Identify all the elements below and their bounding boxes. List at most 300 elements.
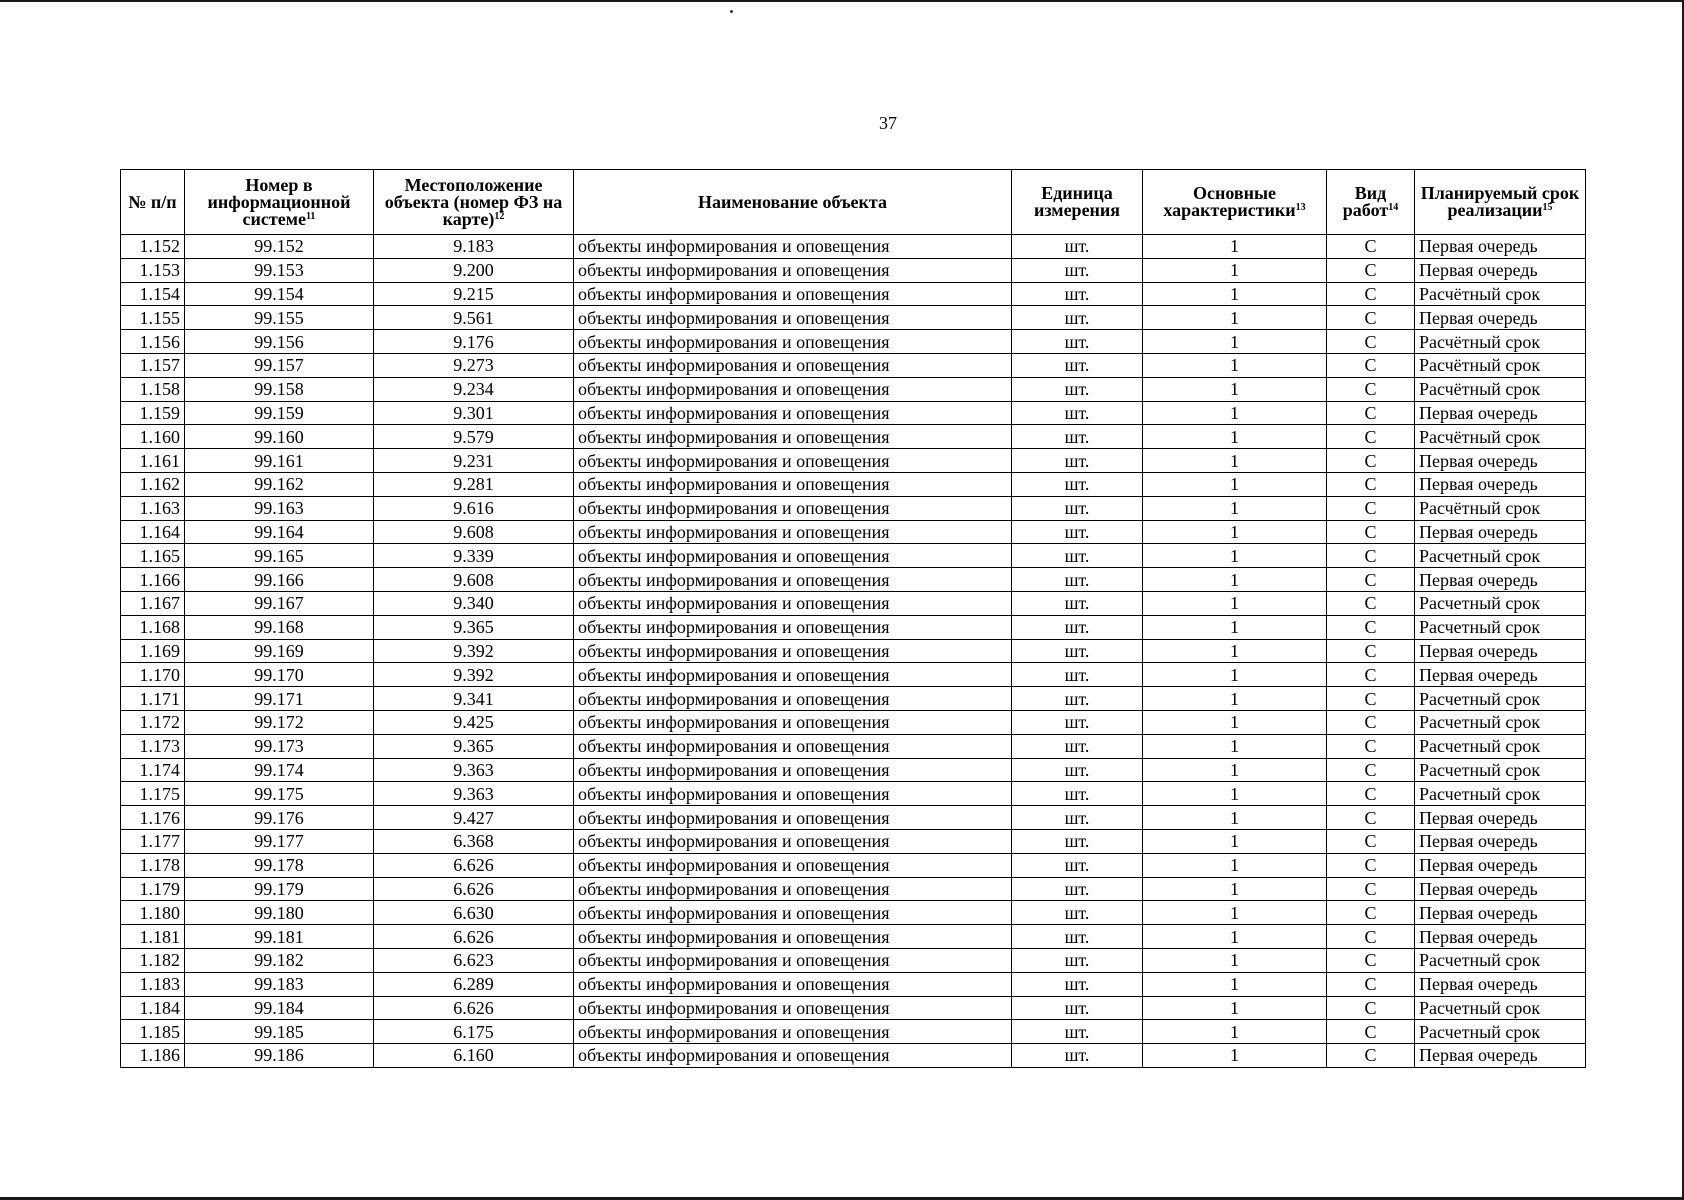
cell-work-type: С	[1327, 687, 1415, 711]
cell-planned-term: Расчетный срок	[1415, 734, 1586, 758]
cell-object-name: объекты информирования и оповещения	[574, 829, 1012, 853]
cell-location: 9.365	[374, 615, 574, 639]
cell-num: 1.181	[121, 925, 185, 949]
cell-planned-term: Первая очередь	[1415, 853, 1586, 877]
cell-work-type: С	[1327, 948, 1415, 972]
cell-info-system-number: 99.184	[185, 996, 374, 1020]
cell-planned-term: Первая очередь	[1415, 306, 1586, 330]
cell-characteristics: 1	[1143, 829, 1327, 853]
cell-planned-term: Расчётный срок	[1415, 425, 1586, 449]
cell-location: 9.339	[374, 544, 574, 568]
cell-info-system-number: 99.186	[185, 1044, 374, 1068]
cell-characteristics: 1	[1143, 425, 1327, 449]
cell-info-system-number: 99.166	[185, 568, 374, 592]
table-row	[121, 258, 1586, 282]
cell-object-name: объекты информирования и оповещения	[574, 782, 1012, 806]
table-row	[121, 1020, 1586, 1044]
cell-characteristics: 1	[1143, 258, 1327, 282]
cell-object-name: объекты информирования и оповещения	[574, 306, 1012, 330]
cell-object-name: объекты информирования и оповещения	[574, 425, 1012, 449]
cell-planned-term: Первая очередь	[1415, 877, 1586, 901]
cell-planned-term: Расчётный срок	[1415, 377, 1586, 401]
cell-num: 1.173	[121, 734, 185, 758]
cell-object-name: объекты информирования и оповещения	[574, 758, 1012, 782]
table-row	[121, 544, 1586, 568]
cell-planned-term: Расчётный срок	[1415, 330, 1586, 354]
cell-planned-term: Первая очередь	[1415, 829, 1586, 853]
cell-location: 9.200	[374, 258, 574, 282]
cell-num: 1.178	[121, 853, 185, 877]
cell-unit: шт.	[1012, 591, 1143, 615]
cell-num: 1.180	[121, 901, 185, 925]
cell-location: 9.392	[374, 663, 574, 687]
cell-info-system-number: 99.157	[185, 353, 374, 377]
table-row	[121, 615, 1586, 639]
cell-object-name: объекты информирования и оповещения	[574, 687, 1012, 711]
cell-num: 1.175	[121, 782, 185, 806]
cell-info-system-number: 99.178	[185, 853, 374, 877]
cell-location: 6.289	[374, 972, 574, 996]
cell-object-name: объекты информирования и оповещения	[574, 353, 1012, 377]
cell-num: 1.168	[121, 615, 185, 639]
cell-unit: шт.	[1012, 948, 1143, 972]
cell-characteristics: 1	[1143, 663, 1327, 687]
cell-work-type: С	[1327, 806, 1415, 830]
cell-object-name: объекты информирования и оповещения	[574, 901, 1012, 925]
cell-num: 1.172	[121, 710, 185, 734]
cell-characteristics: 1	[1143, 972, 1327, 996]
cell-characteristics: 1	[1143, 615, 1327, 639]
cell-planned-term: Первая очередь	[1415, 401, 1586, 425]
objects-table	[120, 169, 1586, 1068]
cell-num: 1.166	[121, 568, 185, 592]
cell-info-system-number: 99.156	[185, 330, 374, 354]
cell-unit: шт.	[1012, 544, 1143, 568]
cell-object-name: объекты информирования и оповещения	[574, 496, 1012, 520]
table-row	[121, 591, 1586, 615]
cell-num: 1.153	[121, 258, 185, 282]
cell-location: 9.616	[374, 496, 574, 520]
cell-info-system-number: 99.152	[185, 235, 374, 259]
cell-unit: шт.	[1012, 282, 1143, 306]
cell-work-type: С	[1327, 996, 1415, 1020]
table-row	[121, 639, 1586, 663]
table-row	[121, 235, 1586, 259]
scan-edge-top	[0, 0, 1684, 2]
cell-info-system-number: 99.154	[185, 282, 374, 306]
cell-num: 1.170	[121, 663, 185, 687]
table-row	[121, 282, 1586, 306]
header-object-name: Наименование объекта	[574, 170, 1012, 235]
cell-planned-term: Первая очередь	[1415, 663, 1586, 687]
cell-work-type: С	[1327, 853, 1415, 877]
cell-work-type: С	[1327, 401, 1415, 425]
cell-info-system-number: 99.173	[185, 734, 374, 758]
cell-num: 1.156	[121, 330, 185, 354]
cell-unit: шт.	[1012, 877, 1143, 901]
cell-info-system-number: 99.164	[185, 520, 374, 544]
cell-planned-term: Расчетный срок	[1415, 1020, 1586, 1044]
cell-location: 9.231	[374, 449, 574, 473]
cell-location: 6.160	[374, 1044, 574, 1068]
cell-planned-term: Расчетный срок	[1415, 687, 1586, 711]
cell-info-system-number: 99.165	[185, 544, 374, 568]
cell-unit: шт.	[1012, 520, 1143, 544]
cell-info-system-number: 99.185	[185, 1020, 374, 1044]
cell-num: 1.177	[121, 829, 185, 853]
cell-info-system-number: 99.168	[185, 615, 374, 639]
cell-location: 9.579	[374, 425, 574, 449]
cell-object-name: объекты информирования и оповещения	[574, 877, 1012, 901]
table-row	[121, 806, 1586, 830]
cell-work-type: С	[1327, 377, 1415, 401]
cell-planned-term: Первая очередь	[1415, 901, 1586, 925]
cell-work-type: С	[1327, 568, 1415, 592]
cell-location: 9.608	[374, 568, 574, 592]
table-row	[121, 829, 1586, 853]
cell-num: 1.165	[121, 544, 185, 568]
cell-characteristics: 1	[1143, 1020, 1327, 1044]
cell-location: 9.215	[374, 282, 574, 306]
cell-characteristics: 1	[1143, 544, 1327, 568]
cell-location: 6.368	[374, 829, 574, 853]
table-row	[121, 734, 1586, 758]
cell-characteristics: 1	[1143, 520, 1327, 544]
table-row	[121, 901, 1586, 925]
cell-num: 1.157	[121, 353, 185, 377]
cell-characteristics: 1	[1143, 330, 1327, 354]
cell-unit: шт.	[1012, 401, 1143, 425]
cell-location: 9.341	[374, 687, 574, 711]
cell-location: 9.176	[374, 330, 574, 354]
table-row	[121, 710, 1586, 734]
cell-num: 1.161	[121, 449, 185, 473]
cell-unit: шт.	[1012, 306, 1143, 330]
cell-characteristics: 1	[1143, 306, 1327, 330]
table-row	[121, 520, 1586, 544]
cell-info-system-number: 99.177	[185, 829, 374, 853]
table-row	[121, 401, 1586, 425]
cell-unit: шт.	[1012, 901, 1143, 925]
cell-planned-term: Первая очередь	[1415, 235, 1586, 259]
cell-planned-term: Расчетный срок	[1415, 591, 1586, 615]
cell-unit: шт.	[1012, 782, 1143, 806]
cell-characteristics: 1	[1143, 782, 1327, 806]
cell-unit: шт.	[1012, 687, 1143, 711]
header-work-type: Вид работ$^{14}$	[1327, 170, 1415, 235]
cell-num: 1.186	[121, 1044, 185, 1068]
cell-info-system-number: 99.175	[185, 782, 374, 806]
cell-location: 9.363	[374, 758, 574, 782]
cell-object-name: объекты информирования и оповещения	[574, 544, 1012, 568]
cell-object-name: объекты информирования и оповещения	[574, 591, 1012, 615]
cell-object-name: объекты информирования и оповещения	[574, 948, 1012, 972]
cell-info-system-number: 99.183	[185, 972, 374, 996]
cell-info-system-number: 99.172	[185, 710, 374, 734]
cell-num: 1.159	[121, 401, 185, 425]
cell-unit: шт.	[1012, 829, 1143, 853]
cell-work-type: С	[1327, 1044, 1415, 1068]
cell-characteristics: 1	[1143, 639, 1327, 663]
table-row	[121, 996, 1586, 1020]
cell-work-type: С	[1327, 1020, 1415, 1044]
cell-planned-term: Расчетный срок	[1415, 782, 1586, 806]
cell-work-type: С	[1327, 710, 1415, 734]
table-row	[121, 782, 1586, 806]
cell-location: 9.301	[374, 401, 574, 425]
cell-location: 6.175	[374, 1020, 574, 1044]
cell-location: 9.363	[374, 782, 574, 806]
cell-object-name: объекты информирования и оповещения	[574, 806, 1012, 830]
table-header-row	[121, 170, 1586, 235]
cell-characteristics: 1	[1143, 591, 1327, 615]
cell-unit: шт.	[1012, 353, 1143, 377]
cell-object-name: объекты информирования и оповещения	[574, 663, 1012, 687]
cell-location: 9.281	[374, 472, 574, 496]
cell-planned-term: Расчетный срок	[1415, 615, 1586, 639]
cell-characteristics: 1	[1143, 996, 1327, 1020]
table-row	[121, 948, 1586, 972]
cell-object-name: объекты информирования и оповещения	[574, 377, 1012, 401]
cell-object-name: объекты информирования и оповещения	[574, 972, 1012, 996]
cell-num: 1.162	[121, 472, 185, 496]
table-body	[121, 235, 1586, 1068]
cell-num: 1.185	[121, 1020, 185, 1044]
cell-object-name: объекты информирования и оповещения	[574, 472, 1012, 496]
cell-unit: шт.	[1012, 449, 1143, 473]
cell-object-name: объекты информирования и оповещения	[574, 258, 1012, 282]
cell-info-system-number: 99.170	[185, 663, 374, 687]
cell-object-name: объекты информирования и оповещения	[574, 235, 1012, 259]
cell-info-system-number: 99.181	[185, 925, 374, 949]
cell-work-type: С	[1327, 258, 1415, 282]
cell-location: 6.626	[374, 853, 574, 877]
cell-unit: шт.	[1012, 806, 1143, 830]
cell-object-name: объекты информирования и оповещения	[574, 449, 1012, 473]
cell-work-type: С	[1327, 901, 1415, 925]
cell-work-type: С	[1327, 282, 1415, 306]
cell-object-name: объекты информирования и оповещения	[574, 639, 1012, 663]
cell-planned-term: Первая очередь	[1415, 520, 1586, 544]
table-row	[121, 1044, 1586, 1068]
cell-planned-term: Первая очередь	[1415, 972, 1586, 996]
cell-characteristics: 1	[1143, 1044, 1327, 1068]
cell-characteristics: 1	[1143, 901, 1327, 925]
cell-info-system-number: 99.180	[185, 901, 374, 925]
header-info-system-number: Номер в информационной системе$^{11}$	[185, 170, 374, 235]
cell-info-system-number: 99.159	[185, 401, 374, 425]
table-row	[121, 663, 1586, 687]
table-row	[121, 377, 1586, 401]
scan-speck	[730, 10, 733, 13]
cell-info-system-number: 99.174	[185, 758, 374, 782]
cell-num: 1.174	[121, 758, 185, 782]
cell-num: 1.163	[121, 496, 185, 520]
cell-characteristics: 1	[1143, 282, 1327, 306]
cell-work-type: С	[1327, 591, 1415, 615]
cell-unit: шт.	[1012, 758, 1143, 782]
cell-work-type: С	[1327, 782, 1415, 806]
cell-info-system-number: 99.160	[185, 425, 374, 449]
cell-work-type: С	[1327, 615, 1415, 639]
table-row	[121, 877, 1586, 901]
cell-location: 6.626	[374, 996, 574, 1020]
cell-num: 1.179	[121, 877, 185, 901]
cell-num: 1.164	[121, 520, 185, 544]
cell-unit: шт.	[1012, 734, 1143, 758]
cell-characteristics: 1	[1143, 472, 1327, 496]
cell-characteristics: 1	[1143, 496, 1327, 520]
table-row	[121, 353, 1586, 377]
cell-planned-term: Расчётный срок	[1415, 353, 1586, 377]
table-row	[121, 425, 1586, 449]
cell-location: 6.630	[374, 901, 574, 925]
cell-location: 6.626	[374, 925, 574, 949]
cell-work-type: С	[1327, 330, 1415, 354]
header-characteristics: Основные характеристики$^{13}$	[1143, 170, 1327, 235]
table-row	[121, 853, 1586, 877]
cell-work-type: С	[1327, 520, 1415, 544]
cell-num: 1.167	[121, 591, 185, 615]
cell-planned-term: Первая очередь	[1415, 568, 1586, 592]
cell-planned-term: Первая очередь	[1415, 258, 1586, 282]
header-num: № п/п	[121, 170, 185, 235]
cell-work-type: С	[1327, 829, 1415, 853]
cell-characteristics: 1	[1143, 925, 1327, 949]
header-unit: Единица измерения	[1012, 170, 1143, 235]
cell-unit: шт.	[1012, 1044, 1143, 1068]
cell-planned-term: Расчетный срок	[1415, 758, 1586, 782]
cell-unit: шт.	[1012, 330, 1143, 354]
cell-info-system-number: 99.167	[185, 591, 374, 615]
cell-characteristics: 1	[1143, 758, 1327, 782]
cell-planned-term: Первая очередь	[1415, 449, 1586, 473]
cell-info-system-number: 99.155	[185, 306, 374, 330]
cell-location: 9.427	[374, 806, 574, 830]
cell-characteristics: 1	[1143, 853, 1327, 877]
cell-planned-term: Первая очередь	[1415, 1044, 1586, 1068]
cell-info-system-number: 99.171	[185, 687, 374, 711]
cell-num: 1.171	[121, 687, 185, 711]
cell-location: 9.365	[374, 734, 574, 758]
cell-planned-term: Первая очередь	[1415, 639, 1586, 663]
table-row	[121, 972, 1586, 996]
cell-characteristics: 1	[1143, 877, 1327, 901]
cell-info-system-number: 99.179	[185, 877, 374, 901]
cell-info-system-number: 99.158	[185, 377, 374, 401]
cell-object-name: объекты информирования и оповещения	[574, 1044, 1012, 1068]
header-location: Местоположение объекта (номер ФЗ на карте)$^{12}$	[374, 170, 574, 235]
cell-location: 9.273	[374, 353, 574, 377]
cell-object-name: объекты информирования и оповещения	[574, 1020, 1012, 1044]
cell-object-name: объекты информирования и оповещения	[574, 734, 1012, 758]
cell-characteristics: 1	[1143, 401, 1327, 425]
cell-object-name: объекты информирования и оповещения	[574, 282, 1012, 306]
cell-work-type: С	[1327, 972, 1415, 996]
cell-planned-term: Первая очередь	[1415, 472, 1586, 496]
table-row	[121, 306, 1586, 330]
cell-num: 1.176	[121, 806, 185, 830]
cell-object-name: объекты информирования и оповещения	[574, 520, 1012, 544]
cell-unit: шт.	[1012, 639, 1143, 663]
cell-work-type: С	[1327, 449, 1415, 473]
cell-object-name: объекты информирования и оповещения	[574, 401, 1012, 425]
cell-characteristics: 1	[1143, 806, 1327, 830]
cell-planned-term: Расчетный срок	[1415, 544, 1586, 568]
cell-num: 1.183	[121, 972, 185, 996]
table-row	[121, 687, 1586, 711]
cell-planned-term: Расчетный срок	[1415, 710, 1586, 734]
cell-work-type: С	[1327, 877, 1415, 901]
cell-info-system-number: 99.153	[185, 258, 374, 282]
cell-planned-term: Расчётный срок	[1415, 282, 1586, 306]
cell-object-name: объекты информирования и оповещения	[574, 996, 1012, 1020]
cell-object-name: объекты информирования и оповещения	[574, 615, 1012, 639]
cell-unit: шт.	[1012, 235, 1143, 259]
cell-num: 1.152	[121, 235, 185, 259]
cell-num: 1.154	[121, 282, 185, 306]
cell-info-system-number: 99.176	[185, 806, 374, 830]
cell-unit: шт.	[1012, 425, 1143, 449]
cell-planned-term: Первая очередь	[1415, 806, 1586, 830]
cell-location: 9.608	[374, 520, 574, 544]
cell-unit: шт.	[1012, 615, 1143, 639]
cell-work-type: С	[1327, 544, 1415, 568]
cell-work-type: С	[1327, 663, 1415, 687]
cell-unit: шт.	[1012, 710, 1143, 734]
cell-object-name: объекты информирования и оповещения	[574, 568, 1012, 592]
cell-unit: шт.	[1012, 258, 1143, 282]
cell-location: 9.340	[374, 591, 574, 615]
cell-planned-term: Расчётный срок	[1415, 496, 1586, 520]
cell-characteristics: 1	[1143, 235, 1327, 259]
cell-info-system-number: 99.182	[185, 948, 374, 972]
cell-characteristics: 1	[1143, 710, 1327, 734]
cell-unit: шт.	[1012, 472, 1143, 496]
cell-info-system-number: 99.163	[185, 496, 374, 520]
cell-planned-term: Расчетный срок	[1415, 996, 1586, 1020]
cell-info-system-number: 99.162	[185, 472, 374, 496]
cell-num: 1.184	[121, 996, 185, 1020]
cell-unit: шт.	[1012, 972, 1143, 996]
cell-num: 1.160	[121, 425, 185, 449]
cell-unit: шт.	[1012, 853, 1143, 877]
cell-work-type: С	[1327, 639, 1415, 663]
cell-num: 1.182	[121, 948, 185, 972]
cell-num: 1.169	[121, 639, 185, 663]
header-planned-term: Планируемый срок реализации$^{15}$	[1415, 170, 1586, 235]
cell-object-name: объекты информирования и оповещения	[574, 925, 1012, 949]
cell-characteristics: 1	[1143, 353, 1327, 377]
cell-location: 9.425	[374, 710, 574, 734]
cell-location: 9.234	[374, 377, 574, 401]
cell-work-type: С	[1327, 734, 1415, 758]
cell-planned-term: Расчетный срок	[1415, 948, 1586, 972]
cell-unit: шт.	[1012, 568, 1143, 592]
cell-work-type: С	[1327, 925, 1415, 949]
cell-unit: шт.	[1012, 377, 1143, 401]
cell-num: 1.155	[121, 306, 185, 330]
cell-characteristics: 1	[1143, 568, 1327, 592]
cell-object-name: объекты информирования и оповещения	[574, 330, 1012, 354]
table-row	[121, 449, 1586, 473]
cell-characteristics: 1	[1143, 687, 1327, 711]
cell-unit: шт.	[1012, 925, 1143, 949]
cell-work-type: С	[1327, 306, 1415, 330]
cell-characteristics: 1	[1143, 948, 1327, 972]
cell-info-system-number: 99.161	[185, 449, 374, 473]
cell-unit: шт.	[1012, 496, 1143, 520]
